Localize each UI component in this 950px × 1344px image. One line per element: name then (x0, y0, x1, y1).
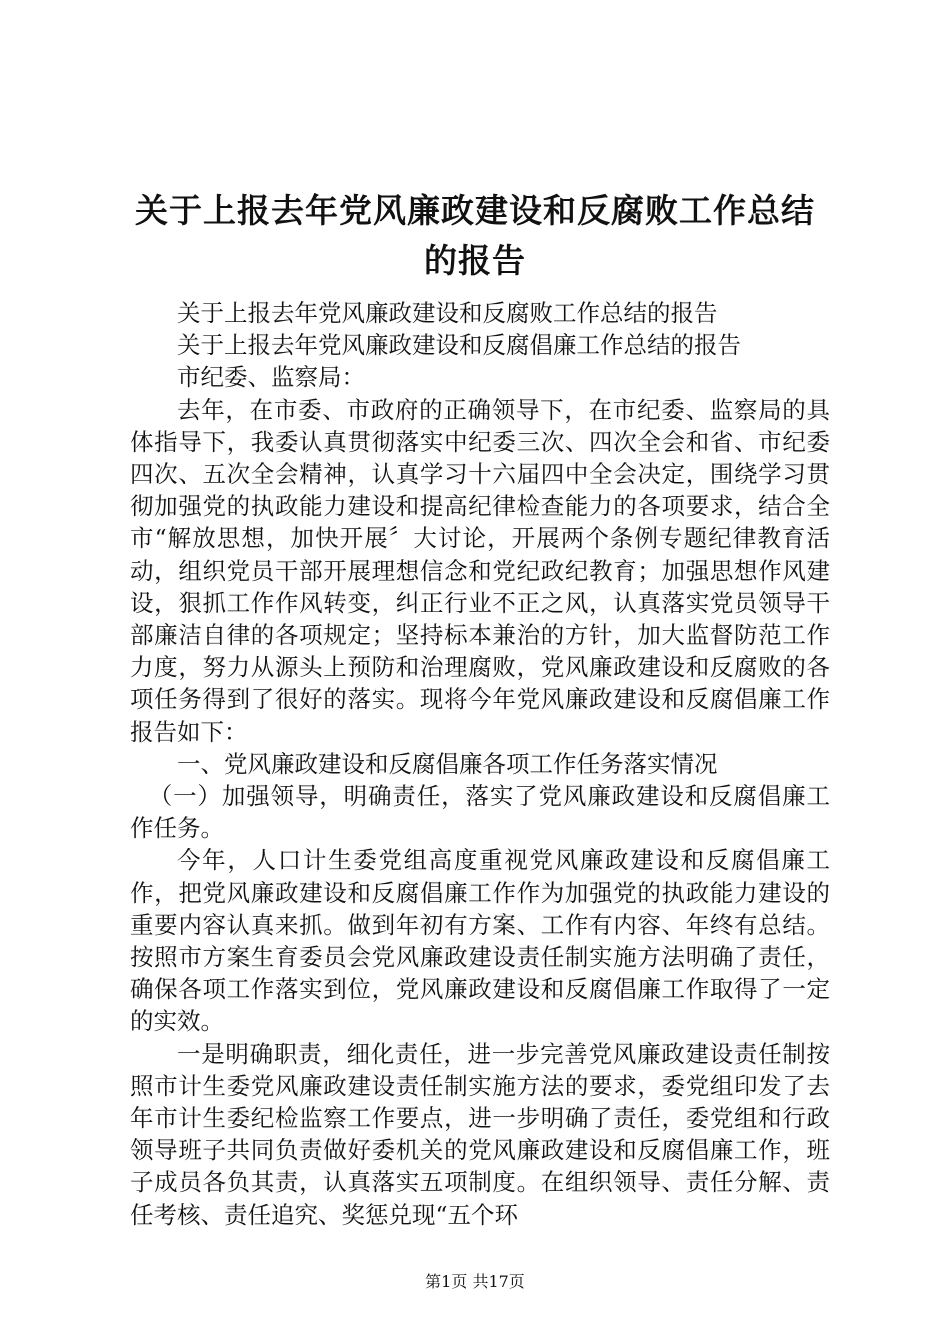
subsection-heading: （一）加强领导，明确责任，落实了党风廉政建设和反腐倡廉工作任务。 (130, 782, 830, 843)
title-line-1: 关于上报去年党风廉政建设和反腐败工作总结 (135, 191, 815, 230)
body-paragraph: 今年，人口计生委党组高度重视党风廉政建设和反腐倡廉工作，把党风廉政建设和反腐倡廉工作作为加强党的执政能力建设的重要内容认真来抓。做到年初有方案、工作有内容、年终有总结。按照市方案生育委员会党风廉政建设责任制实施方法明确了责任，确保各项工作落实到位，党风廉政建设和反腐倡廉工作取得了一定的实效。 (130, 846, 830, 1036)
document-title (110, 186, 840, 286)
subtitle-paragraph: 关于上报去年党风廉政建设和反腐倡廉工作总结的报告 (177, 331, 741, 360)
body-paragraph: 一是明确职责，细化责任，进一步完善党风廉政建设责任制按照市计生委党风廉政建设责任制实施方法的要求，委党组印发了去年市计生委纪检监察工作要点，进一步明确了责任，委党组和行政领导班子共同负责做好委机关的党风廉政建设和反腐倡廉工作，班子成员各负其责，认真落实五项制度。在组织领导、责任分解、责任考核、责任追究、奖惩兑现“五个环 (130, 1039, 830, 1229)
salutation: 市纪委、监察局： (177, 363, 365, 392)
body-paragraph: 去年，在市委、市政府的正确领导下，在市纪委、监察局的具体指导下，我委认真贯彻落实中纪委三次、四次全会和省、市纪委四次、五次全会精神，认真学习十六届四中全会决定，围绕学习贯彻加强党的执政能力建设和提高纪律检查能力的各项要求，结合全市“解放思想，加快开展〞大讨论，开展两个条例专题纪律教育活动，组织党员干部开展理想信念和党纪政纪教育；加强思想作风建设，狠抓工作作风转变，纠正行业不正之风，认真落实党员领导干部廉洁自律的各项规定；坚持标本兼治的方针，加大监督防范工作力度，努力从源头上预防和治理腐败，党风廉政建设和反腐败的各项任务得到了很好的落实。现将今年党风廉政建设和反腐倡廉工作报告如下： (130, 395, 830, 746)
subtitle-paragraph: 关于上报去年党风廉政建设和反腐败工作总结的报告 (177, 299, 718, 327)
section-heading: 一、党风廉政建设和反腐倡廉各项工作任务落实情况 (177, 749, 718, 778)
title-line-2: 的报告 (424, 241, 526, 280)
page-number: 第1页 共17页 (425, 1272, 525, 1291)
document-body (130, 297, 830, 1231)
